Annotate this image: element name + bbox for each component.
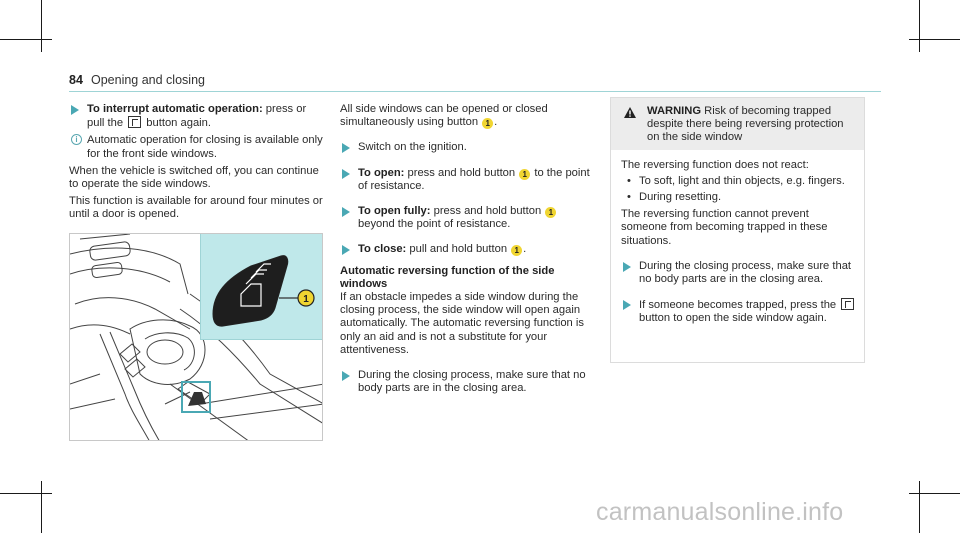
header-rule (69, 91, 881, 92)
warning-title: WARNING Risk of becoming trapped despite there being reversing protection on the side window (621, 105, 857, 145)
crop-mark (919, 0, 920, 52)
center-console-figure (69, 233, 323, 441)
middle-column (340, 103, 592, 395)
warning-label: WARNING (647, 105, 702, 117)
step-closing: During the closing process, make sure that no body parts are in the closing area. (340, 369, 592, 395)
step-arrow-icon (342, 245, 350, 255)
para-four-minutes: This function is available for around four minutes or until a door is opened. (69, 195, 323, 221)
page-number: 84 (69, 73, 83, 87)
warning-step-closing: During the closing process, make sure that no body parts are in the closing area. (621, 260, 857, 286)
crop-mark (41, 0, 42, 52)
button-1-badge: 1 (511, 245, 522, 256)
step-arrow-icon (623, 300, 631, 310)
page-header (69, 73, 881, 91)
step-arrow-icon (342, 371, 350, 381)
section-heading: Automatic reversing function of the side windows (340, 264, 555, 290)
crop-mark (41, 481, 42, 533)
callout-number: 1 (303, 294, 309, 305)
step-arrow-icon (623, 262, 631, 272)
warning-bullet: • To soft, light and thin objects, e.g. fingers. (627, 174, 845, 187)
crop-mark (909, 39, 960, 40)
window-button-icon (128, 116, 141, 128)
callout-panel (200, 234, 323, 340)
warning-triangle-icon (623, 106, 637, 119)
warning-bullet: • During resetting. (627, 191, 722, 204)
warning-box (610, 97, 865, 363)
window-switch-closeup (201, 234, 323, 340)
left-column (69, 103, 323, 222)
window-button-icon (841, 298, 854, 310)
reversing-para: If an obstacle impedes a side window during the closing process, the side window will open again automatically. The automatic reversing function is only an aid and is not a substitute for your attentiveness. (340, 291, 584, 356)
step-open-fully: To open fully: press and hold button 1 beyond the point of resistance. (340, 205, 592, 231)
warning-intro: The reversing function does not react: (621, 158, 809, 171)
step-open: To open: press and hold button 1 to the point of resistance. (340, 167, 592, 193)
crop-mark (0, 39, 52, 40)
watermark: carmanualsonline.info (596, 498, 844, 526)
bullet-dot: • (627, 191, 631, 204)
bullet-dot: • (627, 174, 631, 187)
step-arrow-icon (342, 143, 350, 153)
section-title: Opening and closing (91, 73, 205, 87)
warning-content (621, 105, 857, 326)
crop-mark (0, 493, 52, 494)
step-arrow-icon (71, 105, 79, 115)
intro-text: All side windows can be opened or closed simultaneously using button 1 . (340, 103, 548, 129)
info-icon: i (71, 134, 82, 145)
button-1-badge: 1 (545, 207, 556, 218)
step-bold: To interrupt automatic operation: (87, 103, 263, 115)
crop-mark (909, 493, 960, 494)
step-arrow-icon (342, 169, 350, 179)
step-arrow-icon (342, 207, 350, 217)
button-1-badge: 1 (519, 169, 530, 180)
crop-mark (919, 481, 920, 533)
step-ignition: Switch on the ignition. (340, 141, 592, 154)
button-1-badge: 1 (482, 118, 493, 129)
step-interrupt: To interrupt automatic operation: press or pull the button again. (69, 103, 323, 130)
warning-para: The reversing function cannot prevent someone from becoming trapped in these situations. (621, 208, 828, 247)
para-switched-off: When the vehicle is switched off, you can continue to operate the side windows. (69, 164, 319, 191)
step-close: To close: pull and hold button 1 . (340, 243, 592, 256)
info-note: i Automatic operation for closing is available only for the front side windows. (69, 134, 323, 160)
warning-step-trapped: If someone becomes trapped, press the button to open the side window again. (621, 298, 857, 325)
